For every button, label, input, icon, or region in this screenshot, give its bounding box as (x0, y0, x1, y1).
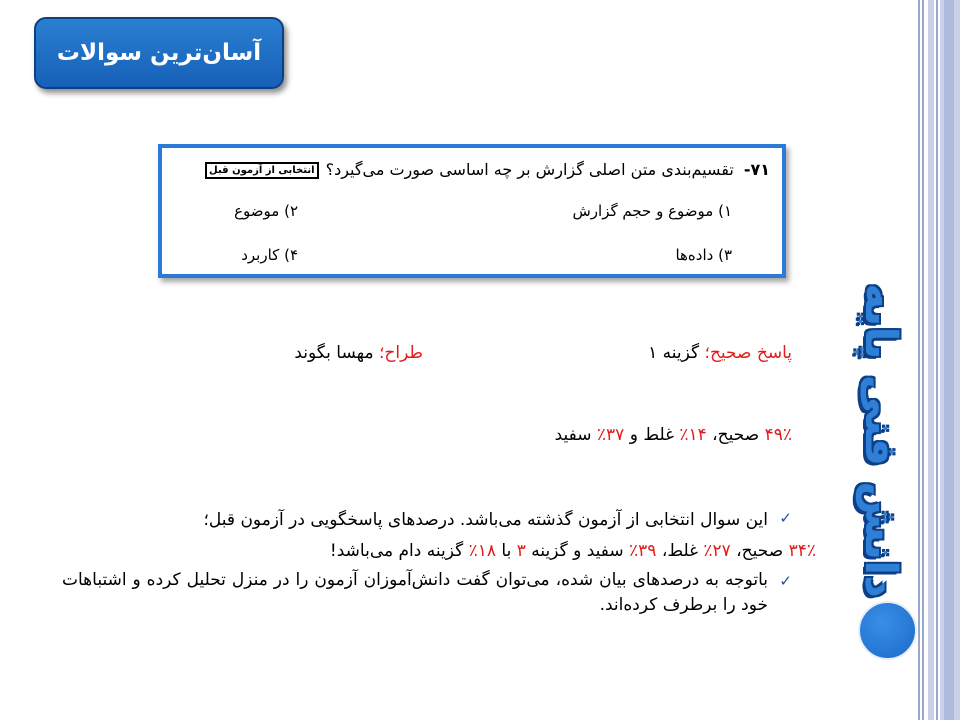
option-1: ۱) موضوع و حجم گزارش (572, 202, 732, 220)
question-text: تقسیم‌بندی متن اصلی گزارش بر چه اساسی صورت می‌گیرد؟ (325, 160, 734, 179)
percent-value: ۳۴٪ (788, 541, 816, 562)
decorative-circle (858, 601, 917, 660)
bullet-2-text: باتوجه به درصدهای بیان شده، می‌توان گفت دانش‌آموزان آزمون را در منزل تحلیل کرده و اشتباهات خود را برطرف کرده‌اند. (62, 569, 768, 615)
bullet-text: سفید و گزینه (525, 541, 630, 562)
option-4: ۴) کاربرد (241, 246, 298, 264)
bullet-text: با (495, 541, 517, 562)
bullet-item (62, 568, 792, 617)
option-2: ۲) موضوع (234, 202, 298, 220)
answer-label: پاسخ صحیح؛ (704, 343, 792, 363)
question-tag: انتخابی از آزمون قبل (205, 162, 318, 179)
answer-line (648, 343, 792, 363)
designer-value: مهسا بگوند (294, 343, 379, 363)
question-box (158, 144, 786, 278)
bullet-1-line-1: این سوال انتخابی از آزمون گذشته می‌باشد. درصدهای پاسخگویی در آزمون قبل؛ (203, 510, 768, 530)
check-icon: ✓ (779, 571, 792, 590)
stat-text: غلط و (624, 425, 680, 445)
bullet-item (62, 505, 792, 536)
option-3: ۳) داده‌ها (675, 246, 732, 264)
stats-line (555, 425, 792, 445)
bullet-text: صحیح، (730, 541, 789, 562)
check-icon: ✓ (779, 509, 792, 527)
percent-value: ۱۸٪ (468, 541, 496, 562)
option-number: ۳ (516, 541, 526, 562)
question-line (205, 160, 770, 179)
side-title (830, 275, 930, 605)
designer-label: طراح؛ (378, 343, 423, 363)
stat-wrong: ۱۴٪ (679, 425, 707, 445)
answer-value: گزینه ۱ (648, 343, 705, 363)
question-number: ۷۱- (743, 160, 770, 179)
title-button[interactable] (34, 17, 284, 89)
border-band (944, 0, 954, 720)
side-title-text: دانش فنی پایه (854, 282, 906, 598)
percent-value: ۳۹٪ (629, 541, 657, 562)
bullet-text: غلط، (656, 541, 704, 562)
stat-text: صحیح، (706, 425, 765, 445)
title-text: آسان‌ترین سوالات (56, 40, 262, 66)
bullet-list (62, 505, 816, 617)
border-line (936, 0, 938, 720)
bullet-text: گزینه دام می‌باشد! (329, 541, 469, 562)
designer-line (294, 343, 423, 363)
stat-blank: ۳۷٪ (596, 425, 625, 445)
percent-value: ۲۷٪ (703, 541, 731, 562)
bullet-1-line-2 (86, 536, 816, 567)
stat-correct: ۴۹٪ (764, 425, 792, 445)
stat-text: سفید (554, 425, 597, 445)
